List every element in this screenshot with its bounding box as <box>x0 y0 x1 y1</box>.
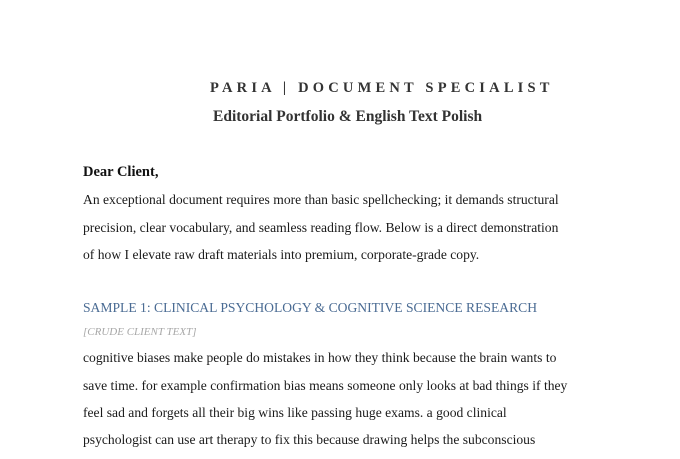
sample-tag: [CRUDE CLIENT TEXT] <box>83 326 197 338</box>
sample-text-line: psychologist can use art therapy to fix this because drawing helps the subconscious <box>83 432 536 447</box>
brand-title: PARIA | DOCUMENT SPECIALIST <box>210 80 554 96</box>
sample-text-line: save time. for example confirmation bias means someone only looks at bad things if they <box>83 378 568 393</box>
document-subtitle: Editorial Portfolio & English Text Polish <box>213 108 483 125</box>
intro-line: precision, clear vocabulary, and seamless reading flow. Below is a direct demonstration <box>83 220 559 235</box>
sample-text-line: feel sad and forgets all their big wins like passing huge exams. a good clinical <box>83 405 507 420</box>
intro-line: of how I elevate raw draft materials into premium, corporate-grade copy. <box>83 247 480 262</box>
sample-text-line: cognitive biases make people do mistakes in how they think because the brain wants to <box>83 350 557 365</box>
sample-heading: SAMPLE 1: CLINICAL PSYCHOLOGY & COGNITIVE SCIENCE RESEARCH <box>83 300 538 315</box>
intro-line: An exceptional document requires more than basic spellchecking; it demands structural <box>83 192 559 207</box>
salutation: Dear Client, <box>83 164 159 180</box>
